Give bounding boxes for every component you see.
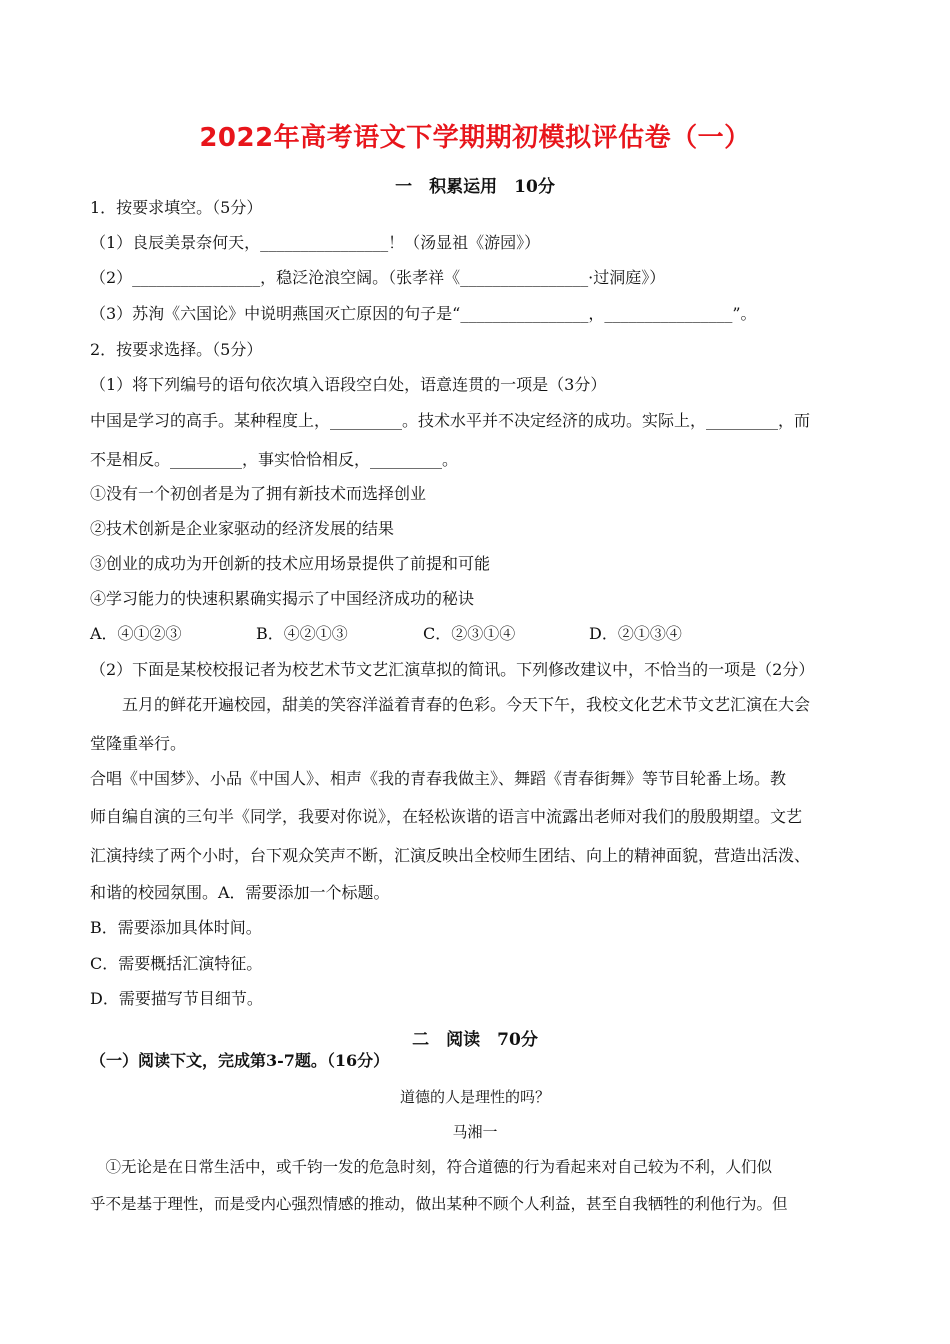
q2-sub2-option-b: B．需要添加具体时间。 [90, 918, 262, 937]
q2-sub2-passage-line2: 堂隆重举行。 [90, 734, 187, 753]
q2-sub2-stem: （2）下面是某校校报记者为校艺术节文艺汇演草拟的简讯。下列修改建议中，不恰当的一项是（2分） [90, 660, 815, 679]
q1-item-2: （2）________________，稳泛沧浪空阔。（张孝祥《________________·过洞庭》） [90, 268, 666, 287]
q2-sub2-passage-line3: 合唱《中国梦》、小品《中国人》、相声《我的青春我做主》、舞蹈《青春街舞》等节目轮番上场。教 [90, 769, 787, 788]
q2-sub2-passage-line5: 汇演持续了两个小时，台下观众笑声不断，汇演反映出全校师生团结、向上的精神面貌，营造出活泼、 [90, 846, 811, 865]
article-para1-line2: 乎不是基于理性，而是受内心强烈情感的推动，做出某种不顾个人利益，甚至自我牺牲的利他行为。但 [90, 1195, 788, 1213]
section1-heading: 一 积累运用 10分 [395, 177, 555, 197]
q1-item-1: （1）良辰美景奈何天，________________！（汤显祖《游园》） [90, 233, 541, 252]
q2-sub2-option-d: D．需要描写节目细节。 [90, 989, 263, 1008]
q2-sub1-passage-line1: 中国是学习的高手。某种程度上，_________。技术水平并不决定经济的成功。实际上，_________，而 [90, 411, 811, 430]
q2-sub2-passage-line1: 五月的鲜花开遍校园，甜美的笑容洋溢着青春的色彩。今天下午，我校文化艺术节文艺汇演在大会 [90, 695, 811, 714]
exam-title: 2022年高考语文下学期期初模拟评估卷（一） [199, 123, 751, 153]
section2-part1-heading: （一）阅读下文，完成第3-7题。（16分） [90, 1051, 390, 1070]
q2-sentence-4: ④学习能力的快速积累确实揭示了中国经济成功的秘诀 [90, 589, 475, 608]
q2-option-d: D．②①③④ [589, 624, 682, 643]
q2-sentence-2: ②技术创新是企业家驱动的经济发展的结果 [90, 519, 395, 538]
q2-option-b: B．④②①③ [256, 624, 348, 643]
q2-option-a: A．④①②③ [90, 624, 182, 643]
section2-heading: 二 阅读 70分 [412, 1030, 538, 1050]
q2-sub2-option-c: C．需要概括汇演特征。 [90, 954, 263, 973]
q2-sentence-3: ③创业的成功为开创新的技术应用场景提供了前提和可能 [90, 554, 491, 573]
article-author: 马湘一 [452, 1123, 498, 1141]
q2-sub2-passage-line4: 师自编自演的三句半《同学，我要对你说》，在轻松诙谐的语言中流露出老师对我们的殷殷期望。文艺 [90, 807, 803, 826]
q2-option-c: C．②③①④ [423, 624, 516, 643]
q2-sentence-1: ①没有一个初创者是为了拥有新技术而选择创业 [90, 484, 427, 503]
q2-sub1-passage-line2: 不是相反。_________，事实恰恰相反，_________。 [90, 450, 459, 469]
q1-item-3: （3）苏洵《六国论》中说明燕国灭亡原因的句子是“________________，________________”。 [90, 304, 757, 323]
q1-stem: 1．按要求填空。（5分） [90, 198, 263, 217]
article-title: 道德的人是理性的吗？ [399, 1088, 550, 1106]
article-para1-line1: ①无论是在日常生活中，或千钧一发的危急时刻，符合道德的行为看起来对自己较为不利，人们似 [90, 1158, 773, 1176]
q2-sub2-passage-line6: 和谐的校园氛围。A．需要添加一个标题。 [90, 883, 390, 902]
q2-stem: 2．按要求选择。（5分） [90, 340, 263, 359]
q2-sub1-stem: （1）将下列编号的语句依次填入语段空白处，语意连贯的一项是（3分） [90, 375, 607, 394]
